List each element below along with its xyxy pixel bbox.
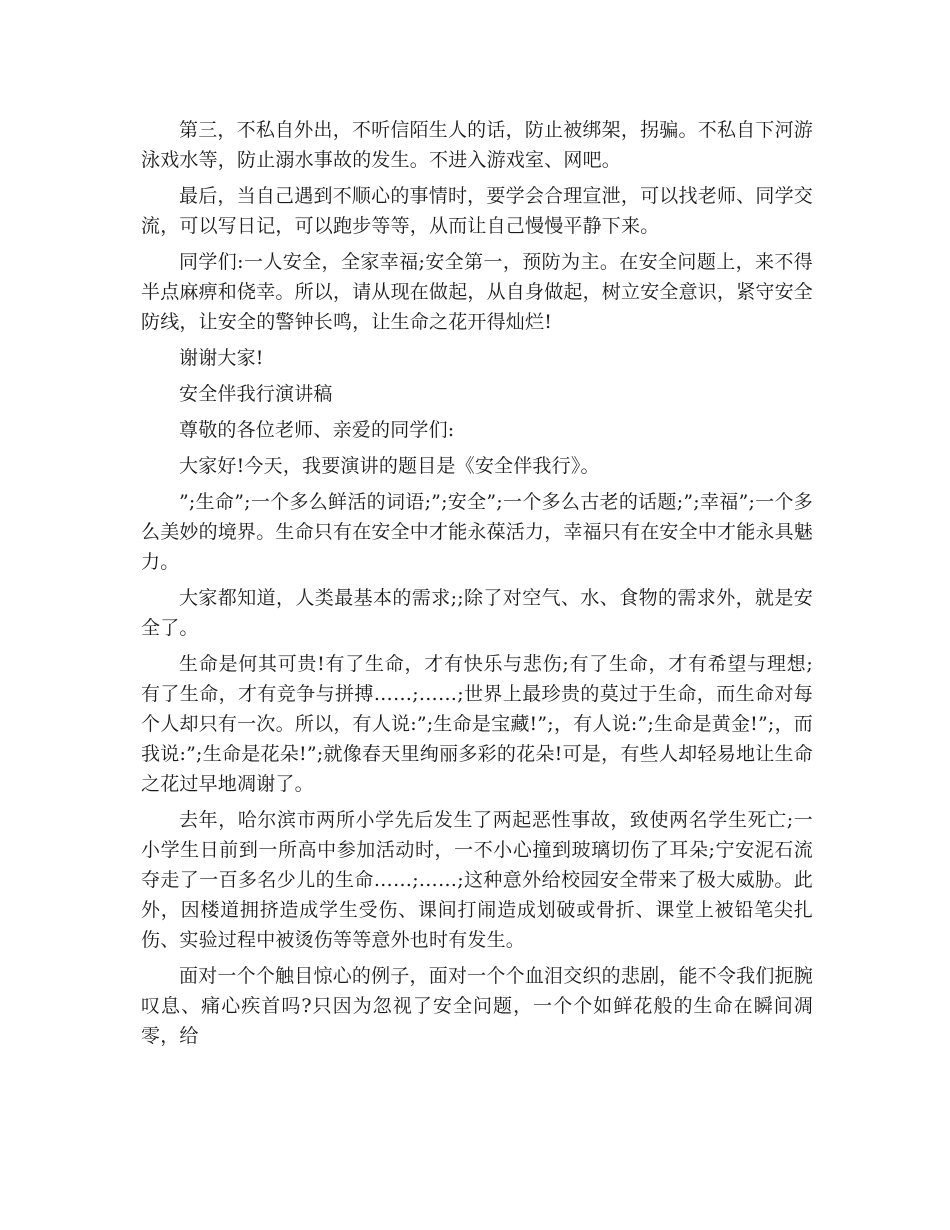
paragraph: ”;生命”;一个多么鲜活的词语;”;安全”;一个多么古老的话题;”;幸福”;一个多么美妙的境界。生命只有在安全中才能永葆活力，幸福只有在安全中才能永具魅力。 <box>141 491 814 573</box>
paragraph: 大家好!今天，我要演讲的题目是《安全伴我行》。 <box>179 455 600 477</box>
speech-title: 安全伴我行演讲稿 <box>179 383 333 405</box>
paragraph: 生命是何其可贵!有了生命，才有快乐与悲伤;有了生命，才有希望与理想;有了生命，才有竞争与拼搏……;……;世界上最珍贵的莫过于生命，而生命对每个人却只有一次。所以，有人说:”;生命是宝藏!”;，有人说:”;生命是黄金!”;，而我说:”;生命是花朵!”;就像春天里绚丽多彩的花朵!可是，有些人却轻易地让生命之花过早地凋谢了。 <box>141 653 813 795</box>
paragraph: 去年，哈尔滨市两所小学先后发生了两起恶性事故，致使两名学生死亡;一小学生日前到一所高中参加活动时，一不小心撞到玻璃切伤了耳朵;宁安泥石流夺走了一百多名少儿的生命……;……;这种意外给校园安全带来了极大威胁。此外，因楼道拥挤造成学生受伤、课间打闹造成划破或骨折、课堂上被铅笔尖扎伤、实验过程中被烫伤等等意外也时有发生。 <box>141 809 813 951</box>
paragraph: 第三，不私自外出，不听信陌生人的话，防止被绑架，拐骗。不私自下河游泳戏水等，防止溺水事故的发生。不进入游戏室、网吧。 <box>141 119 813 171</box>
paragraph: 谢谢大家! <box>179 347 264 369</box>
document-body <box>141 115 813 1057</box>
paragraph: 大家都知道，人类最基本的需求;;除了对空气、水、食物的需求外，就是安全了。 <box>141 587 813 639</box>
salutation: 尊敬的各位老师、亲爱的同学们: <box>179 419 455 441</box>
paragraph: 最后，当自己遇到不顺心的事情时，要学会合理宣泄，可以找老师、同学交流，可以写日记，可以跑步等等，从而让自己慢慢平静下来。 <box>141 185 813 237</box>
paragraph: 面对一个个触目惊心的例子，面对一个个血泪交织的悲剧，能不令我们扼腕叹息、痛心疾首吗?只因为忽视了安全问题，一个个如鲜花般的生命在瞬间凋零，给 <box>141 965 813 1047</box>
paragraph: 同学们:一人安全，全家幸福;安全第一，预防为主。在安全问题上，来不得半点麻痹和侥幸。所以，请从现在做起，从自身做起，树立安全意识，紧守安全防线，让安全的警钟长鸣，让生命之花开得灿烂! <box>141 251 814 333</box>
